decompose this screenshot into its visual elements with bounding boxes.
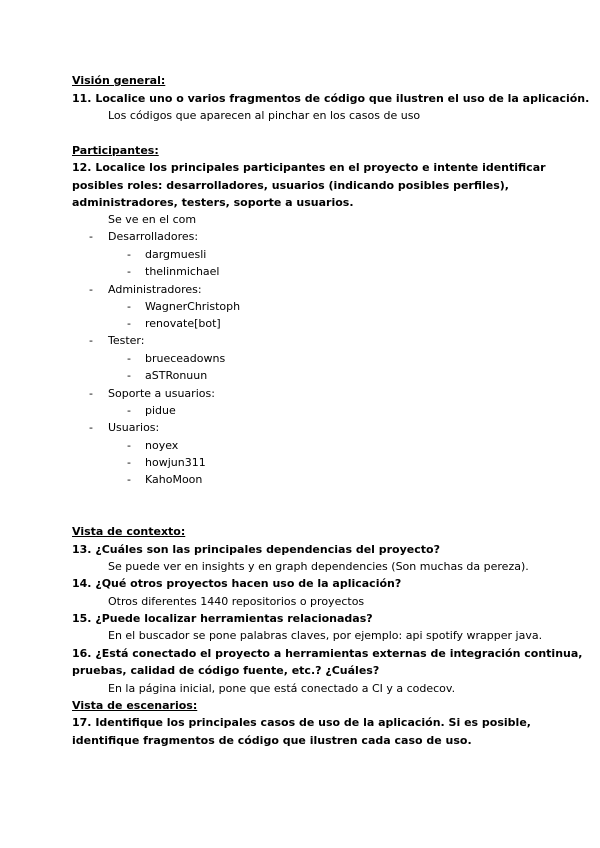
answer-15: En el buscador se pone palabras claves, por ejemplo: api spotify wrapper java. <box>108 629 543 642</box>
answer-12: Se ve en el com <box>108 213 197 226</box>
member-name: renovate[bot] <box>145 317 221 330</box>
bullet-dash: - <box>89 334 93 347</box>
bullet-dash: - <box>89 387 93 400</box>
member-name: aSTRonuun <box>145 369 208 382</box>
member-name: pidue <box>145 404 176 417</box>
answer-11: Los códigos que aparecen al pinchar en los casos de uso <box>108 109 421 122</box>
section-heading-participants: Participantes: <box>72 144 159 157</box>
question-14: 14. ¿Qué otros proyectos hacen uso de la aplicación? <box>72 577 402 590</box>
bullet-dash: - <box>127 317 131 330</box>
member-name: dargmuesli <box>145 248 207 261</box>
question-16-line-1: 16. ¿Está conectado el proyecto a herramientas externas de integración continua, <box>72 647 583 660</box>
bullet-dash: - <box>127 404 131 417</box>
bullet-dash: - <box>89 421 93 434</box>
role-label: Soporte a usuarios: <box>108 387 215 400</box>
member-name: WagnerChristoph <box>145 300 241 313</box>
answer-16: En la página inicial, pone que está conectado a CI y a codecov. <box>108 682 456 695</box>
member-name: thelinmichael <box>145 265 220 278</box>
member-name: KahoMoon <box>145 473 203 486</box>
member-name: brueceadowns <box>145 352 226 365</box>
answer-14: Otros diferentes 1440 repositorios o proyectos <box>108 595 365 608</box>
member-name: howjun311 <box>145 456 206 469</box>
question-17-line-2: identifique fragmentos de código que ilustren cada caso de uso. <box>72 734 472 747</box>
question-16-line-2: pruebas, calidad de código fuente, etc.? ¿Cuáles? <box>72 664 380 677</box>
bullet-dash: - <box>127 300 131 313</box>
bullet-dash: - <box>127 352 131 365</box>
bullet-dash: - <box>127 369 131 382</box>
member-name: noyex <box>145 439 179 452</box>
section-heading-vision: Visión general: <box>72 74 166 87</box>
answer-13: Se puede ver en insights y en graph dependencies (Son muchas da pereza). <box>108 560 529 573</box>
question-12-line-1: 12. Localice los principales participantes en el proyecto e intente identificar <box>72 161 546 174</box>
bullet-dash: - <box>127 439 131 452</box>
bullet-dash: - <box>127 473 131 486</box>
bullet-dash: - <box>127 265 131 278</box>
question-13: 13. ¿Cuáles son las principales dependencias del proyecto? <box>72 543 440 556</box>
question-15: 15. ¿Puede localizar herramientas relacionadas? <box>72 612 373 625</box>
question-12-line-3: administradores, testers, soporte a usuarios. <box>72 196 354 209</box>
question-11: 11. Localice uno o varios fragmentos de código que ilustren el uso de la aplicación. <box>72 92 590 105</box>
section-heading-context: Vista de contexto: <box>72 525 186 538</box>
role-label: Usuarios: <box>108 421 160 434</box>
question-17-line-1: 17. Identifique los principales casos de uso de la aplicación. Si es posible, <box>72 716 531 729</box>
bullet-dash: - <box>89 230 93 243</box>
question-12-line-2: posibles roles: desarrolladores, usuarios (indicando posibles perfiles), <box>72 179 509 192</box>
bullet-dash: - <box>89 283 93 296</box>
bullet-dash: - <box>127 456 131 469</box>
role-label: Tester: <box>108 334 145 347</box>
bullet-dash: - <box>127 248 131 261</box>
role-label: Desarrolladores: <box>108 230 199 243</box>
role-label: Administradores: <box>108 283 202 296</box>
section-heading-scenarios: Vista de escenarios: <box>72 699 198 712</box>
